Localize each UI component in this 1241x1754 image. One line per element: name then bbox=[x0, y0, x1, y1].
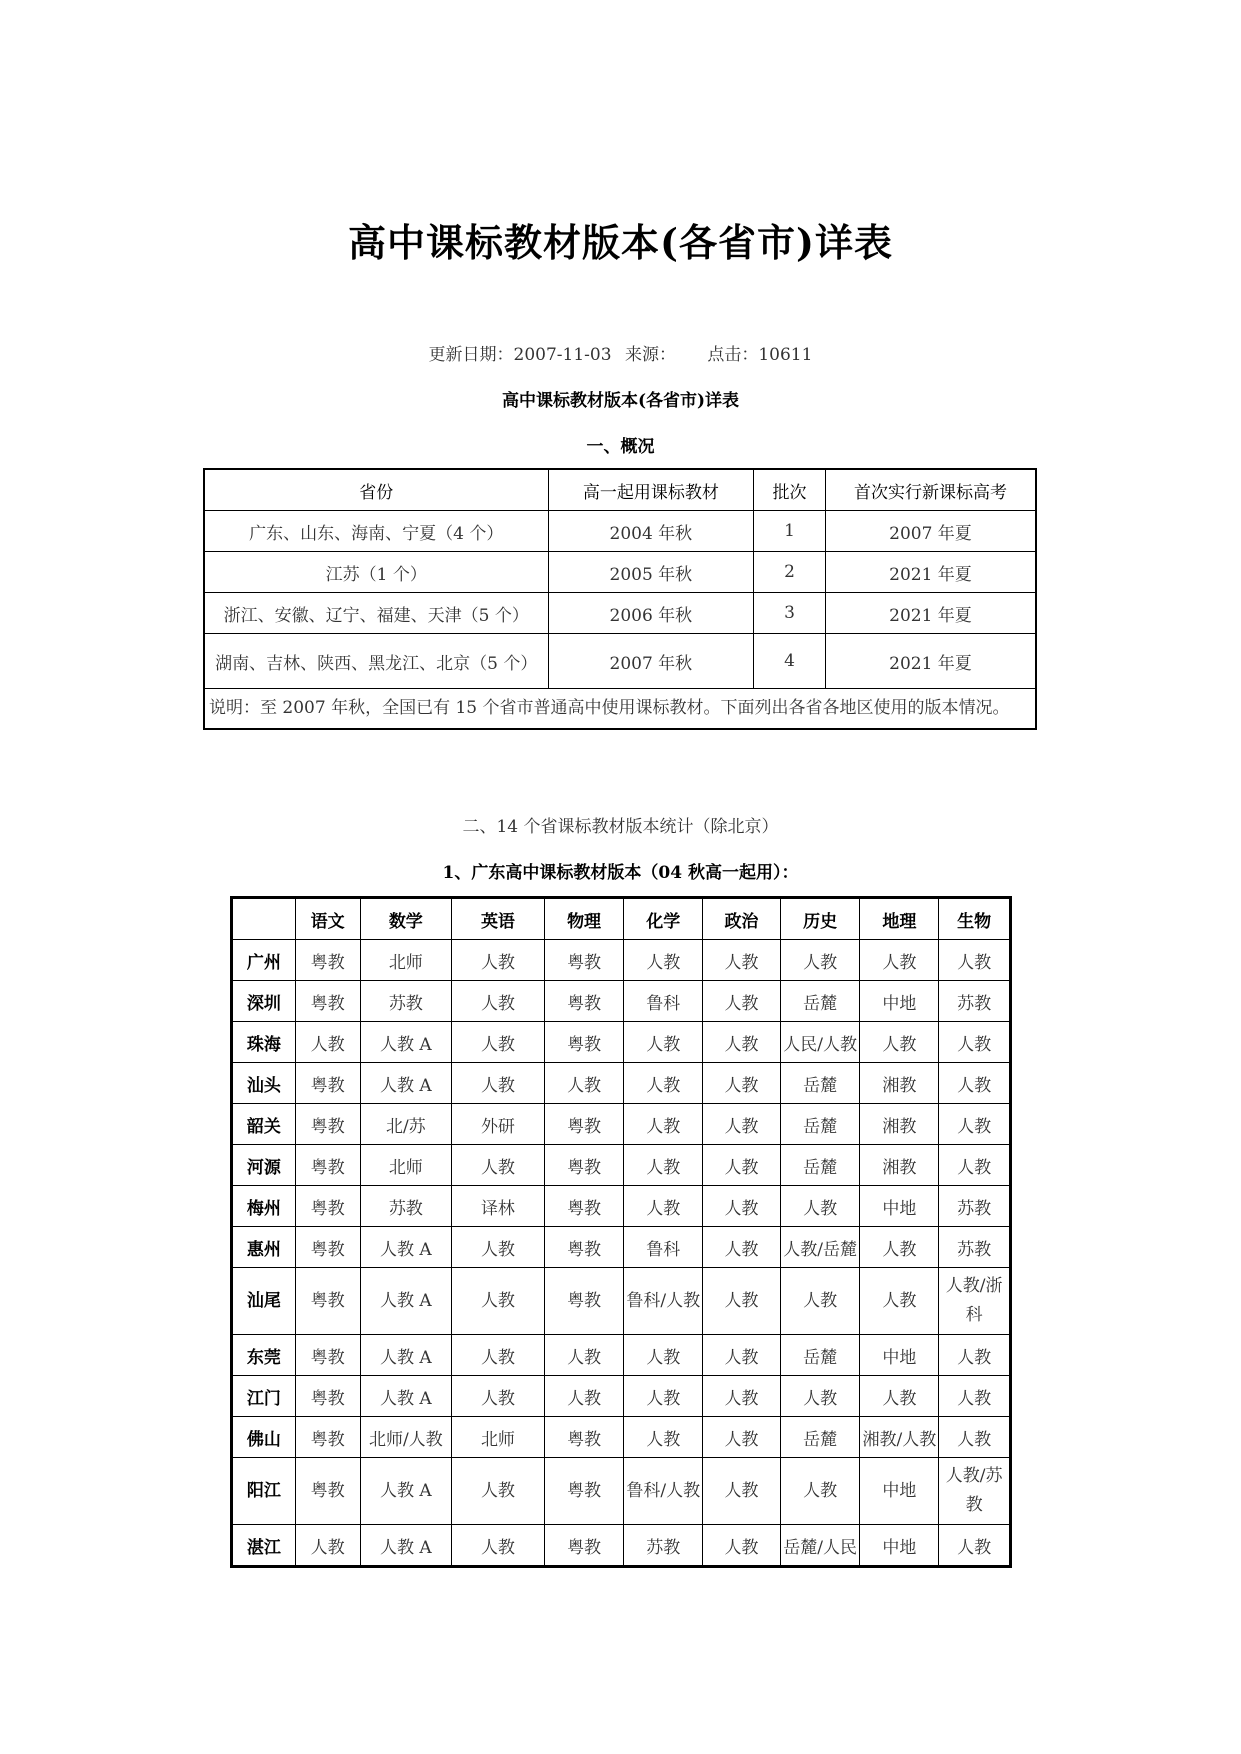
edition-cell: 人教 bbox=[624, 1376, 703, 1417]
section-heading-guangdong: 1、广东高中课标教材版本（04 秋高一起用）： bbox=[442, 863, 799, 883]
edition-cell: 苏教 bbox=[939, 1227, 1011, 1268]
edition-cell: 外研 bbox=[452, 1104, 545, 1145]
edition-cell: 粤教 bbox=[295, 1376, 360, 1417]
city-name: 河源 bbox=[232, 1145, 296, 1186]
header-subject: 化学 bbox=[624, 898, 703, 940]
edition-cell: 人教 bbox=[452, 1268, 545, 1335]
header-subject: 地理 bbox=[860, 898, 939, 940]
edition-cell: 岳麓 bbox=[780, 1063, 860, 1104]
header-start-term: 高一起用课标教材 bbox=[548, 469, 754, 511]
edition-cell: 人教 bbox=[295, 1525, 360, 1567]
edition-cell: 粤教 bbox=[295, 1227, 360, 1268]
edition-cell: 人教 bbox=[780, 1186, 860, 1227]
guangdong-row bbox=[232, 981, 1011, 1022]
overview-row bbox=[204, 593, 1036, 634]
cell-start-term: 2005 年秋 bbox=[548, 552, 754, 593]
edition-cell: 粤教 bbox=[295, 1104, 360, 1145]
edition-cell: 人教 A bbox=[360, 1063, 452, 1104]
edition-cell: 粤教 bbox=[544, 1022, 624, 1063]
edition-cell: 粤教 bbox=[295, 981, 360, 1022]
edition-cell: 人教 bbox=[624, 1063, 703, 1104]
header-subject: 物理 bbox=[544, 898, 624, 940]
overview-row bbox=[204, 634, 1036, 689]
edition-cell: 人教 bbox=[703, 1525, 781, 1567]
edition-cell: 人教 bbox=[939, 1063, 1011, 1104]
source-label: 来源： bbox=[624, 345, 676, 365]
edition-cell: 湘教 bbox=[860, 1104, 939, 1145]
overview-note: 说明：至 2007 年秋，全国已有 15 个省市普通高中使用课标教材。下面列出各省各地区使用的版本情况。 bbox=[204, 689, 1036, 730]
edition-cell: 粤教 bbox=[544, 1417, 624, 1458]
city-name: 广州 bbox=[232, 940, 296, 981]
guangdong-row bbox=[232, 1335, 1011, 1376]
edition-cell: 人教 bbox=[939, 1335, 1011, 1376]
cell-province: 湖南、吉林、陕西、黑龙江、北京（5 个） bbox=[204, 634, 548, 689]
edition-cell: 人教 bbox=[939, 1417, 1011, 1458]
edition-cell: 苏教 bbox=[360, 1186, 452, 1227]
edition-cell: 粤教 bbox=[295, 1063, 360, 1104]
city-name: 佛山 bbox=[232, 1417, 296, 1458]
header-subject: 英语 bbox=[452, 898, 545, 940]
edition-cell: 人教/浙科 bbox=[939, 1268, 1011, 1335]
edition-cell: 粤教 bbox=[295, 1417, 360, 1458]
edition-cell: 北师 bbox=[360, 1145, 452, 1186]
city-name: 珠海 bbox=[232, 1022, 296, 1063]
edition-cell: 人教 bbox=[703, 1063, 781, 1104]
overview-row bbox=[204, 552, 1036, 593]
edition-cell: 鲁科 bbox=[624, 1227, 703, 1268]
edition-cell: 中地 bbox=[860, 1335, 939, 1376]
overview-header-row bbox=[204, 469, 1036, 511]
edition-cell: 岳麓 bbox=[780, 1104, 860, 1145]
edition-cell: 人教 bbox=[452, 940, 545, 981]
edition-cell: 粤教 bbox=[544, 940, 624, 981]
update-date: 更新日期：2007-11-03 bbox=[428, 345, 612, 365]
header-province: 省份 bbox=[204, 469, 548, 511]
city-name: 东莞 bbox=[232, 1335, 296, 1376]
edition-cell: 中地 bbox=[860, 1186, 939, 1227]
city-name: 韶关 bbox=[232, 1104, 296, 1145]
edition-cell: 苏教 bbox=[939, 1186, 1011, 1227]
edition-cell: 人教 bbox=[624, 1417, 703, 1458]
city-name: 深圳 bbox=[232, 981, 296, 1022]
edition-cell: 人教 bbox=[703, 1104, 781, 1145]
edition-cell: 中地 bbox=[860, 1525, 939, 1567]
city-name: 惠州 bbox=[232, 1227, 296, 1268]
edition-cell: 中地 bbox=[860, 981, 939, 1022]
edition-cell: 人教 bbox=[452, 1145, 545, 1186]
guangdong-row bbox=[232, 1145, 1011, 1186]
edition-cell: 译林 bbox=[452, 1186, 545, 1227]
cell-province: 浙江、安徽、辽宁、福建、天津（5 个） bbox=[204, 593, 548, 634]
guangdong-row bbox=[232, 1417, 1011, 1458]
edition-cell: 粤教 bbox=[544, 1268, 624, 1335]
edition-cell: 粤教 bbox=[544, 1458, 624, 1525]
edition-cell: 岳麓 bbox=[780, 1335, 860, 1376]
edition-cell: 人教 bbox=[939, 1525, 1011, 1567]
page-title: 高中课标教材版本(各省市)详表 bbox=[348, 220, 893, 265]
header-subject: 政治 bbox=[703, 898, 781, 940]
guangdong-header-row bbox=[232, 898, 1011, 940]
edition-cell: 粤教 bbox=[295, 940, 360, 981]
cell-province: 广东、山东、海南、宁夏（4 个） bbox=[204, 511, 548, 552]
header-subject: 生物 bbox=[939, 898, 1011, 940]
document-subtitle: 高中课标教材版本(各省市)详表 bbox=[501, 391, 740, 411]
cell-start-term: 2004 年秋 bbox=[548, 511, 754, 552]
overview-note-row bbox=[204, 689, 1036, 730]
edition-cell: 北师 bbox=[360, 940, 452, 981]
city-name: 梅州 bbox=[232, 1186, 296, 1227]
edition-cell: 人民/人教 bbox=[780, 1022, 860, 1063]
cell-batch: 3 bbox=[754, 593, 826, 634]
city-name: 汕头 bbox=[232, 1063, 296, 1104]
edition-cell: 湘教/人教 bbox=[860, 1417, 939, 1458]
edition-cell: 北师 bbox=[452, 1417, 545, 1458]
guangdong-row bbox=[232, 1227, 1011, 1268]
guangdong-row bbox=[232, 1022, 1011, 1063]
edition-cell: 岳麓 bbox=[780, 981, 860, 1022]
edition-cell: 人教 bbox=[452, 1063, 545, 1104]
edition-cell: 人教 bbox=[860, 1268, 939, 1335]
edition-cell: 人教 bbox=[703, 1417, 781, 1458]
cell-batch: 1 bbox=[754, 511, 826, 552]
edition-cell: 人教 A bbox=[360, 1227, 452, 1268]
edition-cell: 人教 bbox=[544, 1335, 624, 1376]
edition-cell: 人教 bbox=[544, 1376, 624, 1417]
edition-cell: 北师/人教 bbox=[360, 1417, 452, 1458]
header-subject: 数学 bbox=[360, 898, 452, 940]
edition-cell: 人教 bbox=[624, 940, 703, 981]
edition-cell: 中地 bbox=[860, 1458, 939, 1525]
edition-cell: 粤教 bbox=[544, 1145, 624, 1186]
edition-cell: 人教 bbox=[452, 1227, 545, 1268]
edition-cell: 人教 bbox=[703, 1227, 781, 1268]
edition-cell: 粤教 bbox=[295, 1145, 360, 1186]
edition-cell: 粤教 bbox=[544, 981, 624, 1022]
edition-cell: 粤教 bbox=[295, 1186, 360, 1227]
guangdong-row bbox=[232, 1186, 1011, 1227]
edition-cell: 岳麓 bbox=[780, 1145, 860, 1186]
cell-batch: 4 bbox=[754, 634, 826, 689]
edition-cell: 人教 bbox=[624, 1145, 703, 1186]
edition-cell: 人教 bbox=[939, 1104, 1011, 1145]
meta-line bbox=[0, 340, 1241, 365]
edition-cell: 苏教 bbox=[939, 981, 1011, 1022]
guangdong-row bbox=[232, 1525, 1011, 1567]
guangdong-row bbox=[232, 1104, 1011, 1145]
edition-cell: 人教 bbox=[452, 1022, 545, 1063]
edition-cell: 人教 A bbox=[360, 1268, 452, 1335]
edition-cell: 人教 bbox=[703, 1458, 781, 1525]
cell-province: 江苏（1 个） bbox=[204, 552, 548, 593]
edition-cell: 人教 bbox=[452, 1335, 545, 1376]
edition-cell: 人教 bbox=[860, 1227, 939, 1268]
edition-cell: 人教 bbox=[780, 1458, 860, 1525]
cell-first-exam: 2021 年夏 bbox=[825, 552, 1036, 593]
cell-batch: 2 bbox=[754, 552, 826, 593]
edition-cell: 湘教 bbox=[860, 1145, 939, 1186]
edition-cell: 人教 bbox=[452, 1376, 545, 1417]
overview-row bbox=[204, 511, 1036, 552]
cell-start-term: 2007 年秋 bbox=[548, 634, 754, 689]
edition-cell: 鲁科/人教 bbox=[624, 1458, 703, 1525]
header-first-exam: 首次实行新课标高考 bbox=[825, 469, 1036, 511]
edition-cell: 人教 bbox=[452, 981, 545, 1022]
edition-cell: 人教 bbox=[939, 940, 1011, 981]
guangdong-row bbox=[232, 940, 1011, 981]
cell-start-term: 2006 年秋 bbox=[548, 593, 754, 634]
guangdong-row bbox=[232, 1268, 1011, 1335]
edition-cell: 粤教 bbox=[544, 1525, 624, 1567]
edition-cell: 人教 bbox=[624, 1022, 703, 1063]
edition-cell: 粤教 bbox=[544, 1227, 624, 1268]
guangdong-row bbox=[232, 1376, 1011, 1417]
edition-cell: 岳麓/人民 bbox=[780, 1525, 860, 1567]
click-count: 点击：10611 bbox=[707, 345, 813, 365]
section-heading-statistics: 二、14 个省课标教材版本统计（除北京） bbox=[462, 817, 779, 837]
header-corner bbox=[232, 898, 296, 940]
edition-cell: 人教 bbox=[703, 1376, 781, 1417]
edition-cell: 人教 bbox=[703, 1022, 781, 1063]
edition-cell: 人教 bbox=[860, 1022, 939, 1063]
city-name: 阳江 bbox=[232, 1458, 296, 1525]
edition-cell: 鲁科/人教 bbox=[624, 1268, 703, 1335]
header-subject: 历史 bbox=[780, 898, 860, 940]
cell-first-exam: 2007 年夏 bbox=[825, 511, 1036, 552]
edition-cell: 北/苏 bbox=[360, 1104, 452, 1145]
edition-cell: 人教 A bbox=[360, 1022, 452, 1063]
cell-first-exam: 2021 年夏 bbox=[825, 634, 1036, 689]
edition-cell: 粤教 bbox=[295, 1458, 360, 1525]
section-heading-overview: 一、概况 bbox=[586, 437, 655, 457]
edition-cell: 粤教 bbox=[295, 1268, 360, 1335]
edition-cell: 鲁科 bbox=[624, 981, 703, 1022]
edition-cell: 人教 A bbox=[360, 1458, 452, 1525]
edition-cell: 人教 bbox=[939, 1022, 1011, 1063]
edition-cell: 人教 A bbox=[360, 1525, 452, 1567]
edition-cell: 人教/苏教 bbox=[939, 1458, 1011, 1525]
edition-cell: 人教 bbox=[624, 1104, 703, 1145]
overview-table bbox=[203, 468, 1037, 730]
edition-cell: 人教 bbox=[703, 1268, 781, 1335]
city-name: 湛江 bbox=[232, 1525, 296, 1567]
guangdong-table bbox=[230, 896, 1012, 1568]
edition-cell: 人教 bbox=[295, 1022, 360, 1063]
cell-first-exam: 2021 年夏 bbox=[825, 593, 1036, 634]
edition-cell: 岳麓 bbox=[780, 1417, 860, 1458]
edition-cell: 苏教 bbox=[624, 1525, 703, 1567]
edition-cell: 人教 bbox=[452, 1525, 545, 1567]
edition-cell: 湘教 bbox=[860, 1063, 939, 1104]
edition-cell: 人教 A bbox=[360, 1376, 452, 1417]
header-batch: 批次 bbox=[754, 469, 826, 511]
edition-cell: 人教 bbox=[703, 1186, 781, 1227]
edition-cell: 人教 bbox=[624, 1335, 703, 1376]
edition-cell: 人教 bbox=[780, 1268, 860, 1335]
guangdong-row bbox=[232, 1458, 1011, 1525]
edition-cell: 人教 bbox=[703, 940, 781, 981]
edition-cell: 粤教 bbox=[544, 1186, 624, 1227]
edition-cell: 人教/岳麓 bbox=[780, 1227, 860, 1268]
header-subject: 语文 bbox=[295, 898, 360, 940]
edition-cell: 人教 bbox=[624, 1186, 703, 1227]
edition-cell: 人教 A bbox=[360, 1335, 452, 1376]
edition-cell: 人教 bbox=[939, 1145, 1011, 1186]
edition-cell: 人教 bbox=[452, 1458, 545, 1525]
edition-cell: 苏教 bbox=[360, 981, 452, 1022]
edition-cell: 人教 bbox=[860, 1376, 939, 1417]
edition-cell: 人教 bbox=[703, 1335, 781, 1376]
edition-cell: 人教 bbox=[544, 1063, 624, 1104]
city-name: 汕尾 bbox=[232, 1268, 296, 1335]
edition-cell: 人教 bbox=[780, 940, 860, 981]
edition-cell: 人教 bbox=[703, 1145, 781, 1186]
guangdong-row bbox=[232, 1063, 1011, 1104]
edition-cell: 人教 bbox=[860, 940, 939, 981]
edition-cell: 粤教 bbox=[544, 1104, 624, 1145]
edition-cell: 人教 bbox=[703, 981, 781, 1022]
city-name: 江门 bbox=[232, 1376, 296, 1417]
edition-cell: 粤教 bbox=[295, 1335, 360, 1376]
edition-cell: 人教 bbox=[939, 1376, 1011, 1417]
edition-cell: 人教 bbox=[780, 1376, 860, 1417]
